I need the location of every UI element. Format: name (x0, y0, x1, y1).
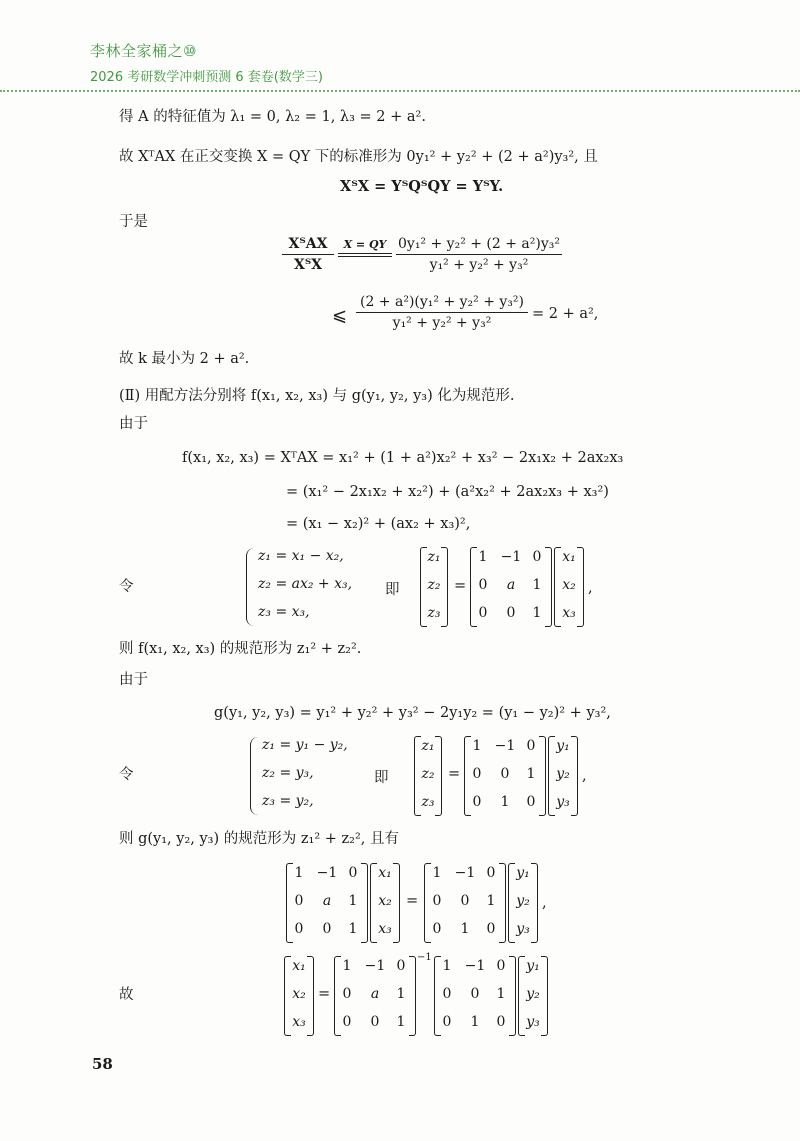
vector-y-1: y₁ y₂ y₃ (548, 736, 578, 816)
yushi-line: 于是 (119, 214, 148, 230)
gu-label: 故 (119, 987, 134, 1003)
vector-x-3: x₁ x₂ x₃ (284, 956, 314, 1036)
ji-label-2: 即 (374, 770, 389, 786)
series-title: 李林全家桶之⑩ (90, 42, 197, 60)
matrix-A-3: 1 −1 0 0 a 1 0 0 1 (334, 956, 416, 1036)
f-squares: = (x₁ − x₂)² + (ax₂ + x₃)², (286, 516, 471, 532)
matrix-A-2: 1 −1 0 0 a 1 0 0 1 (286, 863, 368, 943)
page-number: 58 (92, 1055, 113, 1073)
identity-equation: XᵀX = YᵀQᵀQY = YᵀY. (340, 178, 504, 195)
equals-sign-2: = (448, 766, 461, 782)
vector-x-1: x₁ x₂ x₃ (554, 547, 584, 627)
comma-3: , (542, 895, 547, 911)
equals-sign-4: = (318, 986, 331, 1002)
equals-sign-3: = (406, 893, 419, 909)
youyu-line: 由于 (119, 416, 148, 432)
f-expansion: f(x₁, x₂, x₃) = XᵀAX = x₁² + (1 + a²)x₂² + x₃² − 2x₁x₂ + 2ax₂x₃ (182, 450, 624, 466)
matrix-B-3: 1 −1 0 0 0 1 0 1 0 (434, 956, 516, 1036)
ling-label-1: 令 (119, 579, 134, 595)
matrix-B-1: 1 −1 0 0 0 1 0 1 0 (464, 736, 546, 816)
vector-y-3: y₁ y₂ y₃ (518, 956, 548, 1036)
comma-1: , (588, 580, 593, 596)
equals-sign-1: = (454, 578, 467, 594)
ji-label-1: 即 (385, 582, 400, 598)
comma-2: , (582, 768, 587, 784)
bound-fraction: (2 + a²)(y₁² + y₂² + y₃²) y₁² + y₂² + y₃² (356, 294, 528, 331)
f-grouping: = (x₁² − 2x₁x₂ + x₂²) + (a²x₂² + 2ax₂x₃ + x₃²) (286, 484, 609, 500)
k-min-line: 故 k 最小为 2 + a². (119, 351, 250, 367)
quotient-lhs: XᵀAX XᵀX (282, 236, 334, 273)
book-title: 2026 考研数学冲刺预测 6 套卷(数学三) (90, 70, 323, 85)
header-divider (0, 90, 800, 92)
eigenvalue-line: 得 A 的特征值为 λ₁ = 0, λ₂ = 1, λ₃ = 2 + a². (119, 109, 426, 125)
vector-x-2: x₁ x₂ x₃ (370, 863, 400, 943)
g-expansion: g(y₁, y₂, y₃) = y₁² + y₂² + y₃² − 2y₁y₂ = (y₁ − y₂)² + y₃², (214, 705, 611, 721)
vector-z-2: z₁ z₂ z₃ (414, 736, 442, 816)
bound-result: = 2 + a², (532, 306, 599, 322)
inverse-exponent: −1 (417, 952, 432, 963)
part-two-line: (Ⅱ) 用配方法分别将 f(x₁, x₂, x₃) 与 g(y₁, y₂, y₃) 化为规范形. (119, 388, 515, 404)
vector-z-1: z₁ z₂ z₃ (420, 547, 448, 627)
substitution-arrow: X = QY (338, 238, 392, 257)
youyu-line-2: 由于 (119, 672, 148, 688)
matrix-A-1: 1 −1 0 0 a 1 0 0 1 (470, 547, 552, 627)
matrix-B-2: 1 −1 0 0 0 1 0 1 0 (424, 863, 506, 943)
ling-label-2: 令 (119, 767, 134, 783)
inequality-sign: ⩽ (332, 305, 348, 326)
g-normal-form-line: 则 g(y₁, y₂, y₃) 的规范形为 z₁² + z₂², 且有 (119, 831, 399, 847)
standard-form-line: 故 XᵀAX 在正交变换 X = QY 下的标准形为 0y₁² + y₂² + (2 + a²)y₃², 且 (119, 149, 598, 165)
substitution-system-g: z₁ = y₁ − y₂, z₂ = y₃, z₃ = y₂, (250, 737, 370, 815)
substitution-system-f: z₁ = x₁ − x₂, z₂ = ax₂ + x₃, z₃ = x₃, (246, 548, 376, 626)
f-normal-form-line: 则 f(x₁, x₂, x₃) 的规范形为 z₁² + z₂². (119, 641, 362, 657)
quotient-rhs: 0y₁² + y₂² + (2 + a²)y₃² y₁² + y₂² + y₃² (398, 236, 560, 273)
vector-y-2: y₁ y₂ y₃ (508, 863, 538, 943)
